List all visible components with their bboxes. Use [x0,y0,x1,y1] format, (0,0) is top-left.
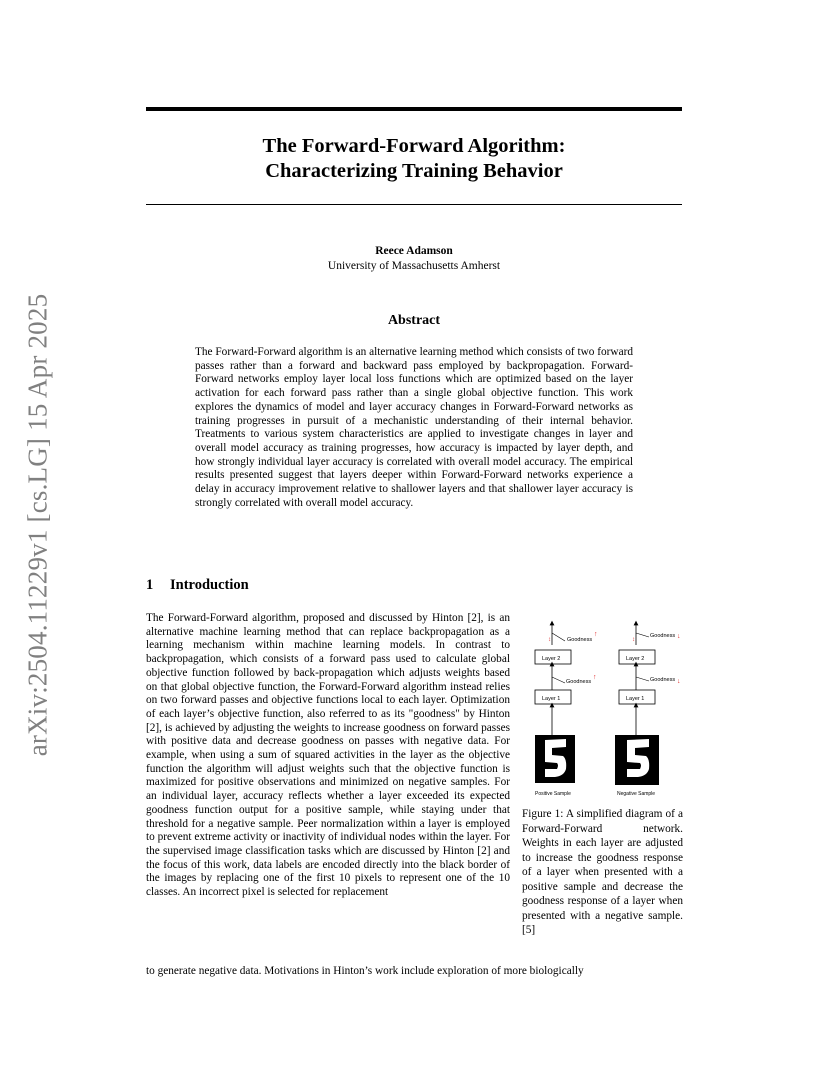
goodness-label: Goodness [566,679,592,685]
abstract-heading: Abstract [387,313,441,328]
author-name: Reece Adamson [375,245,453,257]
digit-five-glyph [545,739,566,777]
digit-five-glyph [627,739,649,777]
down-arrow-icon: ↕ [632,637,635,643]
title-top-rule [146,107,682,111]
positive-network [535,623,598,797]
up-arrow-icon: ↕ [548,637,551,643]
title-bottom-rule [146,204,682,205]
up-arrow-icon: ↑ [593,673,597,681]
title-line-2: Characterizing Training Behavior [265,160,563,182]
title-line-1: The Forward-Forward Algorithm: [262,135,566,157]
goodness-label: Goodness [567,637,593,643]
intro-paragraph: The Forward-Forward algorithm, proposed and discussed by Hinton [2], is an alternative machine learning method that can replace backpropagation as a learning mechanism within machine learning models. In contrast to backpropagation, which consists of a forward pass used to calculate global objective function followed by back-propagation which adjusts weights based on that global objective function, the Forward-Forward algorithm instead relies on two forward passes and objective functions local to each layer. Optimization of each layer’s objective function, also referred to as its "goodness" by Hinton [2], is achieved by adjusting the weights to increase goodness on forward passes with positive data and decrease goodness on passes with negative data. For example, when using a sum of squared activities in the layer as the objective function the algorithm will adjust weights such that the objective function is maximized for positive observations and minimized on negative samples. For an individual layer, accuracy reflects whether a layer exceeded its expected goodness function output for a positive sample, while staying under that threshold for a negative sample. Peer normalization within a layer is employed to prevent extreme activity or inactivity of individual nodes within the layer. For the supervised image classification tasks which are discussed by Hinton [2] and the focus of this work, data labels are encoded directly into the black border of the images by replacing one of the first 10 pixels to represent one of the 10 classes. An incorrect pixel is selected for replacement [146,612,510,899]
section-title: Introduction [170,577,249,593]
layer-2-label: Layer 2 [542,656,561,662]
layer-2-label: Layer 2 [626,656,645,662]
arxiv-identifier [24,290,52,760]
author-block [146,244,682,274]
down-arrow-icon: ↓ [677,677,681,685]
up-arrow-icon: ↑ [594,630,598,638]
layer-1-label: Layer 1 [626,696,645,702]
goodness-label: Goodness [650,677,676,683]
section-number: 1 [146,577,154,593]
paper-title [146,134,682,184]
intro-paragraph-continuation: to generate negative data. Motivations in Hinton’s work include exploration of more biologically [146,965,584,977]
figure-1-diagram [519,617,685,802]
down-arrow-icon: ↓ [677,632,681,640]
abstract-text: The Forward-Forward algorithm is an alternative learning method which consists of two forward passes rather than a forward and backward pass employed by backpropagation. Forward-Forward networks employ layer local loss functions which are optimized based on the layer activation for each forward pass rather than a single global objective function. This work explores the dynamics of model and layer accuracy changes in Forward-Forward networks as training progresses in pursuit of a mechanistic understanding of their internal behavior. Treatments to various system characteristics are applied to investigate changes in layer and overall model accuracy as training progresses, how accuracy is impacted by layer depth, and how strongly individual layer accuracy is correlated with overall model accuracy. The empirical results presented suggest that layers deeper within Forward-Forward networks experience a delay in accuracy improvement relative to shallower layers and that shallower layer accuracy is strongly correlated with overall model accuracy. [195,346,633,509]
negative-sample-label: Negative Sample [617,791,656,797]
section-heading [146,577,249,594]
figure-1-caption: Figure 1: A simplified diagram of a Forward-Forward network. Weights in each layer are adjusted to increase the goodness response of a layer when presented with a positive sample and decrease the goodness response of a layer when presented with a negative sample. [5] [522,808,683,936]
layer-1-label: Layer 1 [542,696,561,702]
author-affiliation: University of Massachusetts Amherst [327,260,501,272]
positive-sample-label: Positive Sample [535,791,571,797]
goodness-label: Goodness [650,633,676,639]
negative-network [615,623,681,797]
arxiv-identifier-text: arXiv:2504.11229v1 [cs.LG] 15 Apr 2025 [22,293,53,757]
